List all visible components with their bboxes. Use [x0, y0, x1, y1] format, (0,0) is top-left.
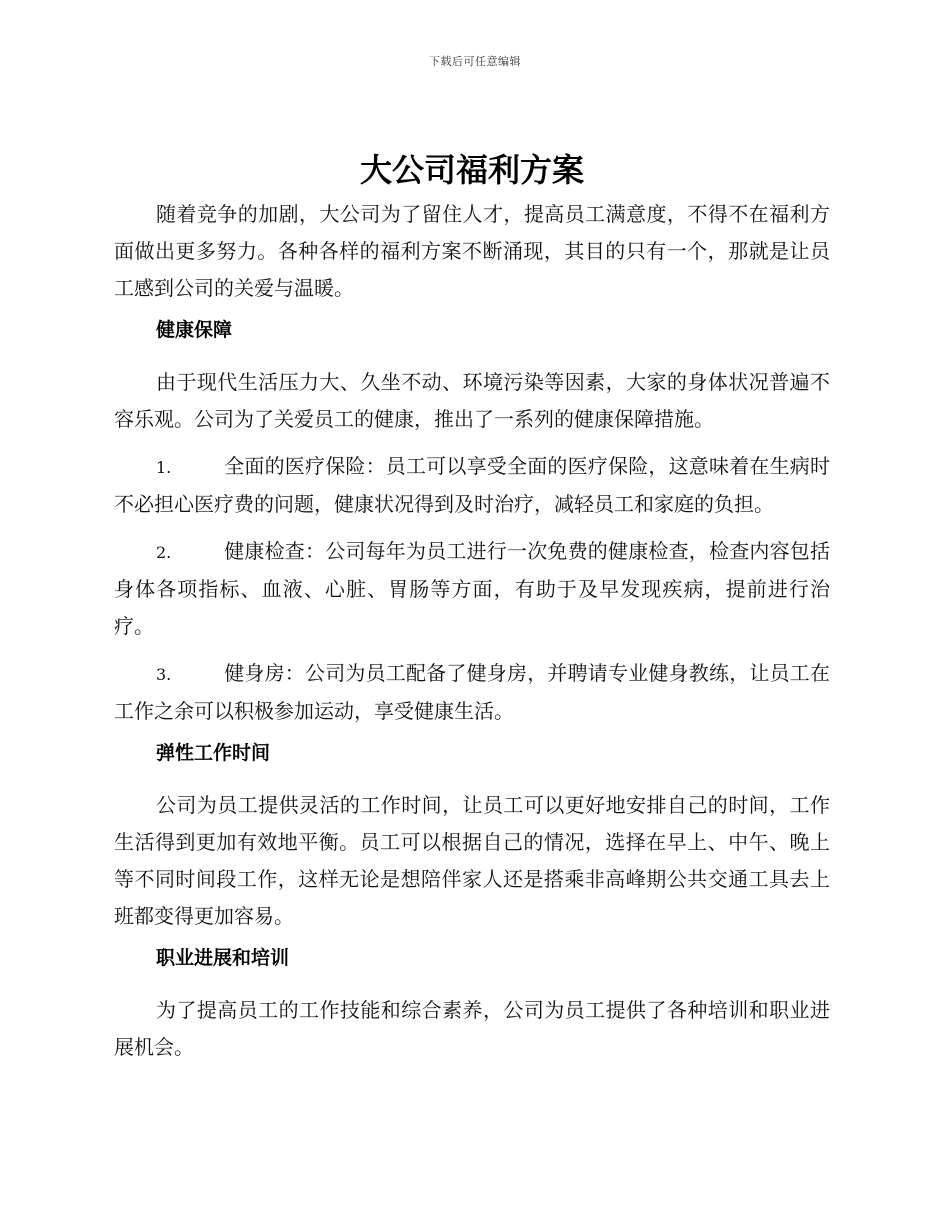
list-item-number: 3. [156, 665, 172, 684]
section-paragraph-career-training: 为了提高员工的工作技能和综合素养，公司为员工提供了各种培训和职业进展机会。 [114, 998, 830, 1059]
section-heading-career-training: 职业进展和培训 [156, 947, 290, 969]
section-paragraph-flexible-hours: 公司为员工提供灵活的工作时间，让员工可以更好地安排自己的时间，工作生活得到更加有效地平衡。员工可以根据自己的情况，选择在早上、中午、晚上等不同时间段工作，这样无论是想陪伴家人还是搭乘非高峰期公共交通工具去上班都变得更加容易。 [114, 793, 830, 928]
document-body [114, 150, 830, 1076]
list-item [114, 533, 830, 645]
list-item-number: 2. [156, 543, 172, 562]
list-item [114, 448, 830, 523]
section-paragraph-health: 由于现代生活压力大、久坐不动、环境污染等因素，大家的身体状况普遍不容乐观。公司为了关爱员工的健康，推出了一系列的健康保障措施。 [114, 370, 830, 431]
list-item [114, 655, 830, 730]
section-heading-health: 健康保障 [156, 319, 233, 341]
intro-paragraph: 随着竞争的加剧，大公司为了留住人才，提高员工满意度，不得不在福利方面做出更多努力。各种各样的福利方案不断涌现，其目的只有一个，那就是让员工感到公司的关爱与温暖。 [114, 202, 830, 300]
page-header-note: 下载后可任意编辑 [429, 55, 521, 68]
list-item-number: 1. [156, 458, 172, 477]
document-title: 大公司福利方案 [359, 151, 584, 189]
list-item-text: 全面的医疗保险：员工可以享受全面的医疗保险，这意味着在生病时不必担心医疗费的问题，健康状况得到及时治疗，减轻员工和家庭的负担。 [114, 454, 830, 516]
section-heading-flexible-hours: 弹性工作时间 [156, 742, 271, 764]
list-item-text: 健身房：公司为员工配备了健身房，并聘请专业健身教练，让员工在工作之余可以积极参加运动，享受健康生活。 [114, 661, 830, 723]
list-item-text: 健康检查：公司每年为员工进行一次免费的健康检查，检查内容包括身体各项指标、血液、心脏、胃肠等方面，有助于及早发现疾病，提前进行治疗。 [114, 539, 830, 638]
